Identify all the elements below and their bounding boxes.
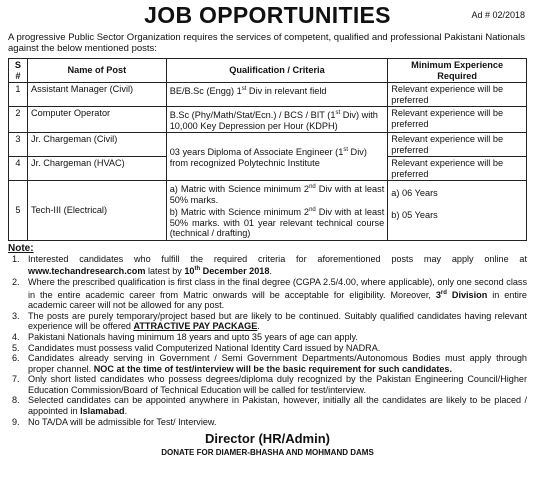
row-qualification: BE/B.Sc (Engg) 1st Div in relevant field [166, 83, 388, 107]
notes-list [8, 254, 527, 428]
list-item: 8. Selected candidates can be appointed anywhere in Pakistan, however, initially all the candidates are likely to be placed / appointed in Islamabad. [12, 395, 527, 417]
header-sno: S # [9, 59, 28, 83]
table-row [9, 133, 527, 157]
row-experience: Relevant experience will be preferred [388, 107, 527, 133]
table-row [9, 181, 527, 241]
row-experience: Relevant experience will be preferred [388, 133, 527, 157]
signature: Director (HR/Admin) [205, 431, 330, 447]
row-post-name: Tech-III (Electrical) [27, 181, 166, 241]
list-item: 9. No TA/DA will be admissible for Test/ Interview. [12, 416, 217, 427]
row-sno: 5 [9, 181, 28, 241]
experience-option-b: b) 05 Years [391, 209, 438, 220]
row-sno: 4 [9, 157, 28, 181]
row-qualification: B.Sc (Phy/Math/Stat/Ecn.) / BCS / BIT (1st Div) with 10,000 Key Depression per Hour (KDPH) [166, 107, 388, 133]
ad-header [8, 0, 527, 32]
header-experience: Minimum Experience Required [388, 59, 527, 83]
ad-number: Ad # 02/2018 [471, 10, 525, 20]
notes-heading: Note: [8, 242, 34, 254]
table-row [9, 107, 527, 133]
row-sno: 2 [9, 107, 28, 133]
row-post-name: Jr. Chargeman (Civil) [27, 133, 166, 157]
list-item: 3. The posts are purely temporary/project based but are likely to be continued. Suitably qualified candidates having relevant experience will be offered ATTRACTIVE PAY PACKAGE. [12, 310, 527, 332]
row-sno: 1 [9, 83, 28, 107]
row-experience [388, 181, 527, 241]
header-name: Name of Post [27, 59, 166, 83]
row-experience: Relevant experience will be preferred [388, 83, 527, 107]
list-item: 6. Candidates already serving in Government / Semi Government Departments/Autonomous Bodies must apply through proper channel. NOC at the time of test/interview will be the basic requirement for such candidates. [12, 353, 527, 374]
donate-footer: DONATE FOR DIAMER-BHASHA AND MOHMAND DAMS [161, 448, 374, 458]
table-row [9, 83, 527, 107]
experience-option-a: a) 06 Years [391, 188, 438, 199]
table-header-row [9, 59, 527, 83]
header-qualification: Qualification / Criteria [166, 59, 388, 83]
website-link[interactable]: www.techandresearch.com [28, 266, 146, 277]
list-item: 5. Candidates must possess valid Computerized National Identity Card issued by NADRA. [12, 342, 381, 353]
row-qualification [166, 181, 388, 241]
list-item: 2. Where the prescribed qualification is first class in the final degree (CGPA 2.5/4.00, where applicable), only one second class in the entire academic career from Matric onwards will be acceptable for eligibility. Moreover, 3rd Division in entire academic career will not be allowed for any post. [12, 276, 527, 311]
list-item: 1. Interested candidates who fulfill the required criteria for aforementioned posts may apply online at www.techandresearch.com latest by 10th December 2018. [12, 253, 527, 277]
page-title: JOB OPPORTUNITIES [144, 2, 391, 28]
posts-table [8, 58, 527, 241]
row-post-name: Jr. Chargeman (HVAC) [27, 157, 166, 181]
qualification-option-b: b) Matric with Science minimum 2nd Div with at least 50% marks. with 01 year relevant technical course (technical / drafting) [169, 207, 385, 239]
row-qualification: 03 years Diploma of Associate Engineer (1st Div) from recognized Polytechnic Institute [166, 133, 388, 181]
qualification-option-a: a) Matric with Science minimum 2nd Div with at least 50% marks. [169, 184, 385, 205]
row-experience: Relevant experience will be preferred [388, 157, 527, 181]
list-item: 7. Only short listed candidates who possess degrees/diploma duly recognized by the Pakistan Engineering Council/Higher Education Commission/Board of Technical Education will be called for test/interview. [12, 374, 527, 395]
row-post-name: Computer Operator [27, 107, 166, 133]
intro-text: A progressive Public Sector Organization requires the services of competent, qualified and professional Pakistani Nationals against the below mentioned posts: [8, 32, 525, 54]
row-sno: 3 [9, 133, 28, 157]
list-item: 4. Pakistani Nationals having minimum 18 years and upto 35 years of age can apply. [12, 331, 358, 342]
row-post-name: Assistant Manager (Civil) [27, 83, 166, 107]
